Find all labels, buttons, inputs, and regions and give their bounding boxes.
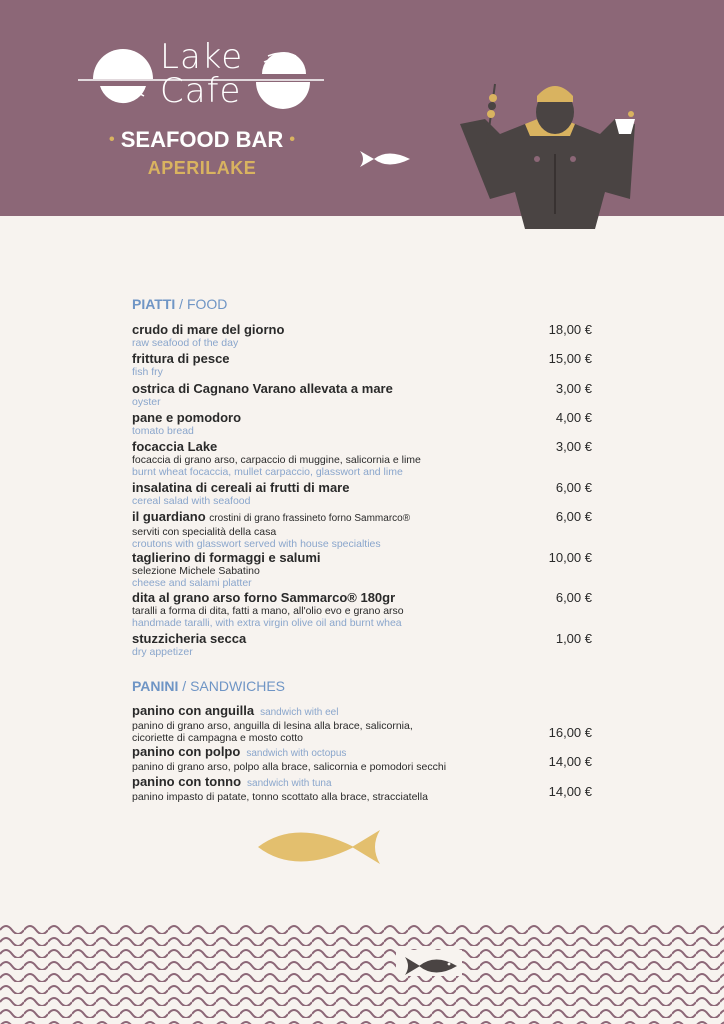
section-title-separator: / [175,296,187,312]
section-title-main: PIATTI [132,296,176,312]
item-name-row [132,703,592,720]
section-title-sandwiches [132,678,285,694]
menu-item [132,744,592,773]
item-name-row [132,774,592,791]
item-name: panino con polpo [132,744,241,759]
item-desc-it: selezione Michele Sabatino [132,565,260,577]
logo-wordmark [160,37,250,111]
menu-item [132,439,592,478]
item-desc-it: taralli a forma di dita, fatti a mano, all'olio evo e grano arso [132,605,404,617]
menu-item [132,322,592,349]
item-name: insalatina di cereali ai frutti di mare [132,480,350,495]
fish-decoration-icon [256,826,382,868]
menu-item [132,703,592,744]
item-name: taglierino di formaggi e salumi [132,550,321,565]
item-desc-it: panino impasto di patate, tonno scottato alla brace, stracciatella [132,791,428,803]
item-price: 16,00 € [548,725,592,740]
item-name: focaccia Lake [132,439,218,454]
item-price: 18,00 € [548,322,592,337]
tagline: APERILAKE [147,158,257,178]
item-inline-en: sandwich with tuna [247,778,332,789]
item-desc-it: focaccia di grano arso, carpaccio di muggine, salicornia e lime [132,454,421,466]
menu-item [132,351,592,378]
item-price: 10,00 € [548,550,592,565]
header-banner [0,0,724,216]
subtitle-text: SEAFOOD BAR [120,127,284,152]
item-desc-it: panino di grano arso, polpo alla brace, salicornia e pomodori secchi [132,761,447,773]
item-desc-en: burnt wheat focaccia, mullet carpaccio, glasswort and lime [132,466,403,478]
item-price: 6,00 € [555,480,592,495]
item-desc-en: handmade taralli, with extra virgin olive oil and burnt whea [132,617,402,629]
item-desc-en: fish fry [132,366,163,378]
item-desc-en: cheese and salami platter [132,577,252,589]
item-inline-en: sandwich with octopus [246,748,347,759]
item-desc-en: croutons with glasswort served with house specialties [132,538,381,550]
item-desc-it: serviti con specialità della casa [132,526,277,538]
item-price: 6,00 € [555,590,592,605]
item-name-row [132,744,592,761]
item-price: 14,00 € [548,754,592,769]
logo-line-2: Cafe [160,71,242,111]
section-title-main: PANINI [132,678,179,694]
item-name: panino con anguilla [132,703,255,718]
item-price: 6,00 € [555,509,592,524]
bullet-dot: • [289,131,296,148]
item-price: 14,00 € [548,784,592,799]
item-desc-en: cereal salad with seafood [132,495,251,507]
menu-item [132,631,592,658]
fish-icon [360,150,412,168]
menu-item [132,480,592,507]
section-title-separator: / [178,678,191,694]
section-title-en: SANDWICHES [190,678,285,694]
item-name: panino con tonno [132,774,242,789]
menu-item [132,381,592,408]
menu-item [132,410,592,437]
neptune-figure-icon [455,74,645,234]
item-name: crudo di mare del giorno [132,322,285,337]
section-title-food [132,296,227,312]
item-price: 1,00 € [555,631,592,646]
subtitle [100,127,304,153]
item-name: il guardiano [132,509,206,524]
item-desc-it: panino di grano arso, anguilla di lesina alla brace, salicornia, [132,720,413,732]
fish-icon [403,955,459,977]
menu-item [132,774,592,803]
logo-line-1: Lake [160,37,244,77]
item-name: ostrica di Cagnano Varano allevata a mare [132,381,393,396]
menu-item [132,550,592,589]
item-desc-en: raw seafood of the day [132,337,239,349]
section-title-en: FOOD [186,296,228,312]
item-name: frittura di pesce [132,351,230,366]
wave-pattern [0,922,724,1024]
bullet-dot: • [108,131,115,148]
item-desc-en: tomato bread [132,425,194,437]
item-desc-it-2: cicoriette di campagna e mosto cotto [132,732,304,744]
item-price: 4,00 € [555,410,592,425]
item-price: 3,00 € [555,381,592,396]
item-desc-en: oyster [132,396,161,408]
item-price: 3,00 € [555,439,592,454]
item-inline-en: sandwich with eel [260,707,339,718]
item-desc-en: dry appetizer [132,646,193,658]
item-name: dita al grano arso forno Sammarco® 180gr [132,590,396,605]
item-price: 15,00 € [548,351,592,366]
item-name: stuzzicheria secca [132,631,247,646]
menu-item [132,590,592,629]
menu-item [132,509,592,550]
item-inline-desc: crostini di grano frassineto forno Sammarco® [209,513,411,524]
item-name-row [132,509,592,526]
item-name: pane e pomodoro [132,410,242,425]
